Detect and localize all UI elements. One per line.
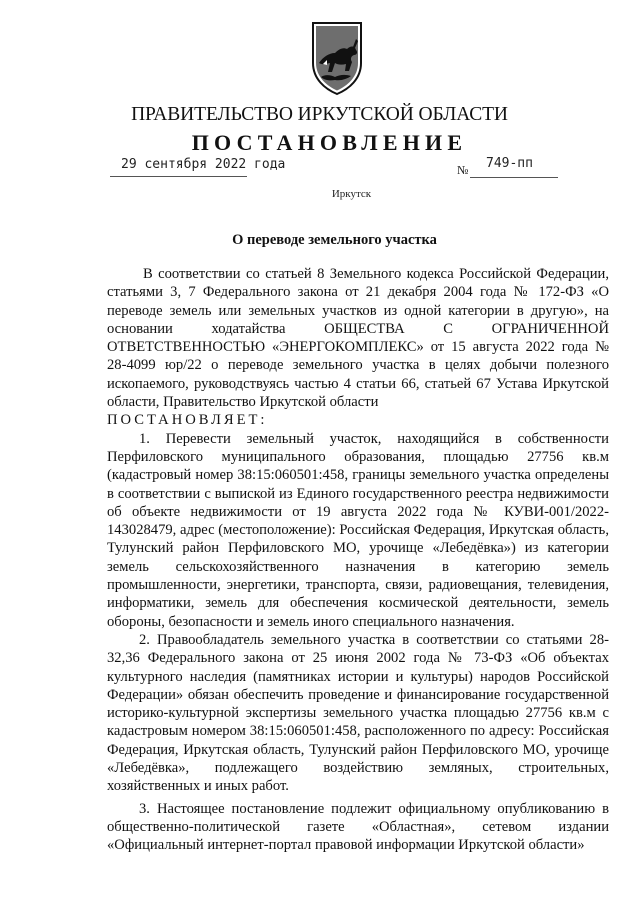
item-3-paragraph: 3. Настоящее постановление подлежит официальному опубликованию в общественно-политической газете «Областная», сетевом издании «Официальный интернет-портал правовой информации Иркутской области» [107,800,609,854]
decree-word: ПОСТАНОВЛЯЕТ: [107,412,268,429]
document-subject: О переводе земельного участка [232,232,437,248]
irkutsk-coat-of-arms-icon [305,19,369,96]
document-type-heading: ПОСТАНОВЛЕНИЕ [191,130,468,155]
preamble-paragraph: В соответствии со статьей 8 Земельного кодекса Российской Федерации, статьями 3, 7 Федерального закона от 21 декабря 2004 года № 172-ФЗ «О переводе земель или земельных участков из одной категории в другую», на основании ходатайства ОБЩЕСТВА С ОГРАНИЧЕННОЙ ОТВЕТСТВЕННОСТЬЮ «ЭНЕРГОКОМПЛЕКС» от 15 августа 2022 года № 28-4099 юр/22 о переводе земельного участка в целях добычи полезного ископаемого, руководствуясь частью 4 статьи 66, статьей 67 Устава Иркутской области, Правительство Иркутской области [107,266,609,411]
number-underline [470,177,558,178]
item-1-paragraph: 1. Перевести земельный участок, находящийся в собственности Перфиловского муниципального образования, площадью 27756 кв.м (кадастровый номер 38:15:060501:458, границы земельного участка определены в соответствии с выпиской из Единого государственного реестра недвижимости об объекте недвижимости от 19 августа 2022 года № КУВИ-001/2022-143028479, адрес (местоположение): Российская Федерация, Иркутская область, Тулунский район Перфиловского МО, урочище «Лебедёвка») из категории земель сельскохозяйственного назначения в категорию земель промышленности, энергетики, транспорта, связи, радиовещания, телевидения, информатики, земель для обеспечения космической деятельности, земель обороны, безопасности и земель иного специального назначения. [107,430,609,630]
date-underline [110,176,247,177]
document-number: 749-пп [486,156,533,171]
document-date: 29 сентября 2022 года [121,157,286,172]
org-title: ПРАВИТЕЛЬСТВО ИРКУТСКОЙ ОБЛАСТИ [131,104,508,125]
document-body [107,265,609,855]
item-2-paragraph: 2. Правообладатель земельного участка в соответствии со статьями 28-32,36 Федерального закона от 25 июня 2002 года № 73-ФЗ «Об объектах культурного наследия (памятниках истории и культуры) народов Российской Федерации» обязан обеспечить проведение и финансирование государственной историко-культурной экспертизы земельного участка площадью 27756 кв.м с кадастровым номером 38:15:060501:458, расположенного по адресу: Российская Федерация, Иркутская область, Тулунский район Перфиловского МО, урочище «Лебедёвка», подлежащего воздействию земляных, строительных, хозяйственных и иных работ. [107,631,609,795]
document-city: Иркутск [331,188,372,200]
number-sign: № [457,163,469,177]
